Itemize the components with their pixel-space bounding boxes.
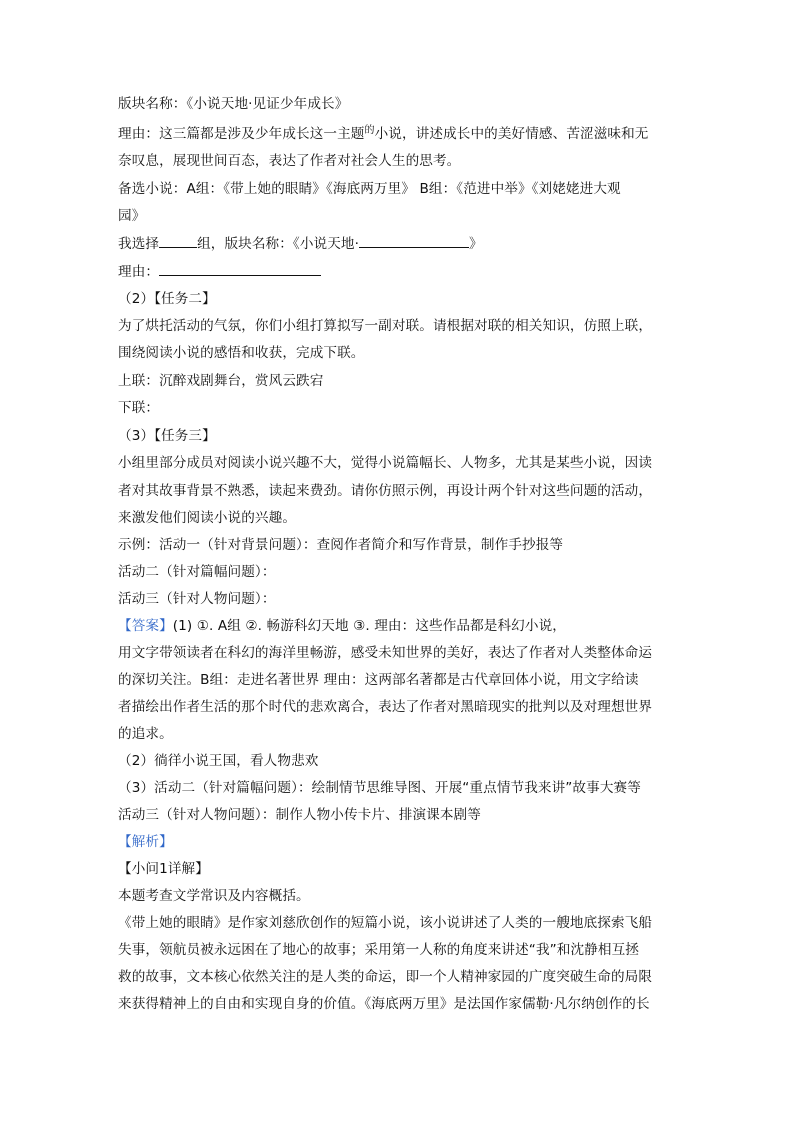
- analysis-line-2: 《带上她的眼睛》是作家刘慈欣创作的短篇小说，该小说讲述了人类的一艘地底探索飞船: [118, 915, 653, 931]
- answer-line-8: 活动三（针对人物问题）：制作人物小传卡片、排演课本剧等: [118, 807, 481, 823]
- block-reason-part-a: 理由：这三篇都是涉及少年成长这一主题: [118, 126, 365, 142]
- analysis-tag: 【解析】: [118, 834, 173, 850]
- group-answer-blank[interactable]: [159, 235, 197, 248]
- reason-fill-label: 理由：: [118, 264, 160, 280]
- task3-paragraph-3: 来激发他们阅读小说的兴趣。: [118, 510, 297, 526]
- choice-block-label: 组，版块名称：《小说天地·: [197, 236, 360, 252]
- task3-paragraph-1: 小组里部分成员对阅读小说兴趣不大，觉得小说篇幅长、人物多，尤其是某些小说，因读: [118, 455, 653, 471]
- answer-tag: 【答案】: [118, 618, 173, 634]
- analysis-line-5: 来获得精神上的自由和实现自身的价值。《海底两万里》是法国作家儒勒·凡尔纳创作的长: [118, 996, 650, 1012]
- upper-couplet: 上联：沉醉戏剧舞台，赏风云跌宕: [118, 373, 324, 389]
- task3-activity-2: 活动二（针对篇幅问题）：: [118, 564, 276, 580]
- choice-line: [118, 235, 483, 253]
- reason-fill-line: [118, 263, 321, 281]
- task2-paragraph-1: 为了烘托活动的气氛，你们小组打算拟写一副对联。请根据对联的相关知识，仿照上联，: [118, 318, 653, 334]
- reason-answer-blank[interactable]: [159, 263, 321, 276]
- task2-paragraph-2: 围绕阅读小说的感悟和收获，完成下联。: [118, 345, 365, 361]
- candidates-line-2: 园》: [118, 208, 146, 224]
- analysis-line-1: 本题考查文学常识及内容概括。: [118, 888, 310, 904]
- task3-activity-3: 活动三（针对人物问题）：: [118, 591, 276, 607]
- choice-label: 我选择: [118, 236, 160, 252]
- answer-line-7: （3）活动二（针对篇幅问题）：绘制情节思维导图、开展“重点情节我来讲”故事大赛等: [118, 780, 641, 796]
- task3-example: 示例：活动一（针对背景问题）：查阅作者简介和写作背景，制作手抄报等: [118, 537, 564, 553]
- task2-heading: （2）【任务二】: [118, 291, 216, 307]
- answer-line-3: 的深切关注。B组：走进名著世界 理由：这两部名著都是古代章回体小说，用文字给读: [118, 672, 639, 688]
- answer-line-2: 用文字带领读者在科幻的海洋里畅游，感受未知世界的美好，表达了作者对人类整体命运: [118, 645, 653, 661]
- lower-couplet-label: 下联：: [118, 400, 160, 416]
- block-reason-line: [118, 125, 648, 145]
- choice-close-bracket: 》: [469, 236, 483, 252]
- block-reason-part-b: 小说，讲述成长中的美好情感、苦涩滋味和无: [374, 126, 649, 142]
- block-reason-line-2: 奈叹息，展现世间百态，表达了作者对社会人生的思考。: [118, 153, 461, 169]
- answer-line-1-text: (1) ①. A组 ②. 畅游科幻天地 ③. 理由：这些作品都是科幻小说，: [172, 618, 566, 634]
- answer-line-4: 者描绘出作者生活的那个时代的悲欢离合，表达了作者对黑暗现实的批判以及对理想世界: [118, 699, 653, 715]
- block-name-answer-blank[interactable]: [359, 235, 469, 248]
- analysis-line-3: 失事，领航员被永远困在了地心的故事；采用第一人称的角度来讲述“我”和沈静相互拯: [118, 942, 639, 958]
- answer-line-6: （2）徜徉小说王国，看人物悲欢: [118, 753, 319, 769]
- block-name-line: 版块名称：《小说天地·见证少年成长》: [118, 96, 349, 112]
- block-reason-superscript: 的: [364, 125, 375, 136]
- candidates-line-1: 备选小说：A组：《带上她的眼睛》《海底两万里》 B组：《范进中举》《刘姥姥进大观: [118, 181, 621, 197]
- task3-heading: （3）【任务三】: [118, 428, 216, 444]
- answer-line-1: [118, 617, 566, 635]
- answer-line-5: 的追求。: [118, 726, 173, 742]
- analysis-line-4: 救的故事，文本核心依然关注的是人类的命运，即一个人精神家园的广度突破生命的局限: [118, 969, 653, 985]
- analysis-sub-heading: 【小问1详解】: [118, 861, 209, 877]
- task3-paragraph-2: 者对其故事背景不熟悉，读起来费劲。请你仿照示例，再设计两个针对这些问题的活动，: [118, 483, 653, 499]
